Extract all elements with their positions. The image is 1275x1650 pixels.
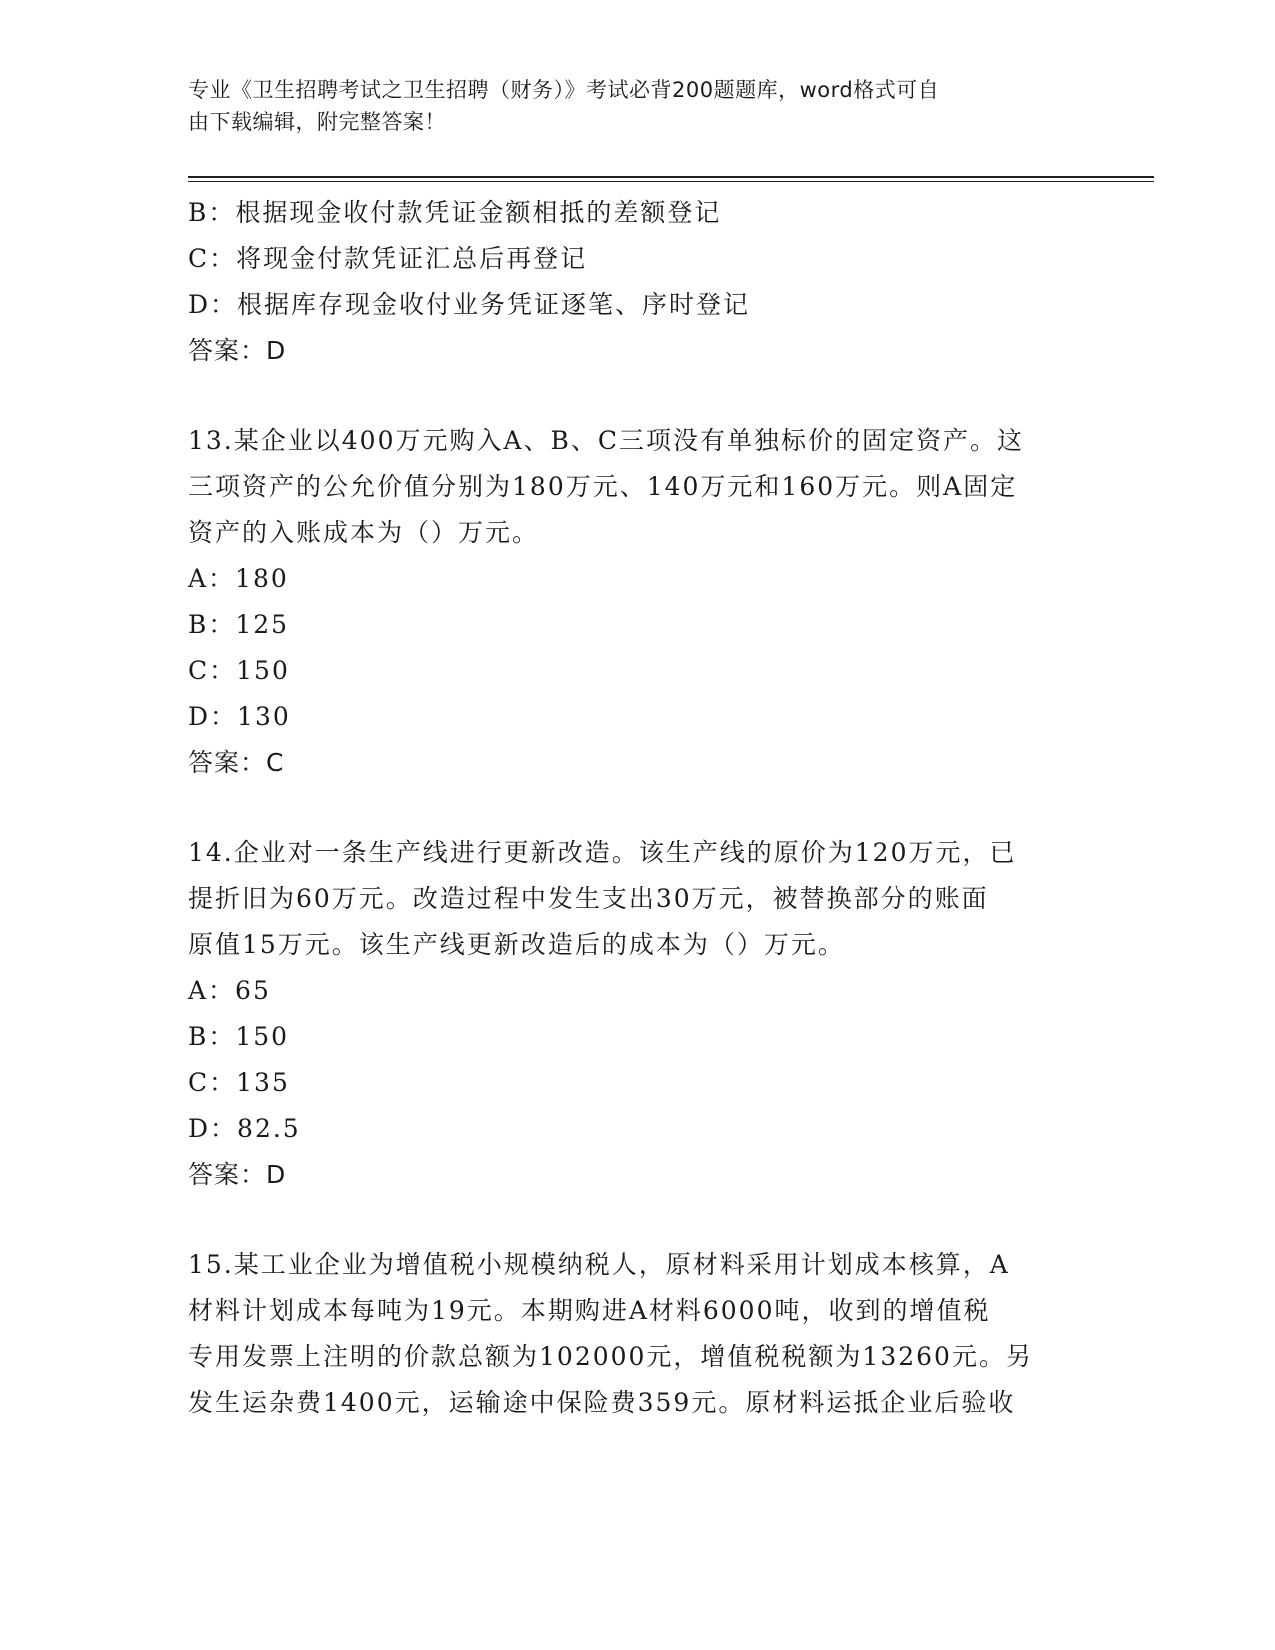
question-14: [188, 830, 1088, 1198]
option-d: D：130: [188, 702, 291, 731]
stem-line: 原值15万元。该生产线更新改造后的成本为（）万元。: [188, 930, 845, 959]
option-b: B：150: [188, 1022, 290, 1051]
option-a: A：180: [188, 564, 289, 593]
header-divider-thick: [188, 176, 1154, 178]
question-15: [188, 1242, 1088, 1426]
spacer: [188, 786, 1088, 830]
stem-line: 提折旧为60万元。改造过程中发生支出30万元，被替换部分的账面: [188, 884, 989, 913]
stem-line: 14.企业对一条生产线进行更新改造。该生产线的原价为120万元，已: [188, 838, 1017, 867]
answer-line: 答案：C: [188, 748, 285, 777]
prev-question-block: [188, 190, 1088, 374]
option-c: C：150: [188, 656, 290, 685]
spacer: [188, 374, 1088, 418]
question-stem: [188, 418, 1088, 556]
stem-line: 发生运杂费1400元，运输途中保险费359元。原材料运抵企业后验收: [188, 1388, 1016, 1417]
header-divider-thin: [188, 181, 1154, 182]
option-b: B：根据现金收付款凭证金额相抵的差额登记: [188, 198, 722, 227]
option-b: B：125: [188, 610, 290, 639]
question-stem: [188, 830, 1088, 968]
stem-line: 资产的入账成本为（）万元。: [188, 518, 540, 547]
header-line-2: 由下载编辑，附完整答案！: [188, 110, 446, 134]
answer-line: 答案：D: [188, 336, 287, 365]
question-stem: [188, 1242, 1088, 1426]
spacer: [188, 1198, 1088, 1242]
stem-line: 13.某企业以400万元购入A、B、C三项没有单独标价的固定资产。这: [188, 426, 1025, 455]
option-c: C：将现金付款凭证汇总后再登记: [188, 244, 588, 273]
answer-line: 答案：D: [188, 1160, 287, 1189]
option-c: C：135: [188, 1068, 290, 1097]
option-d: D：82.5: [188, 1114, 301, 1143]
stem-line: 材料计划成本每吨为19元。本期购进A材料6000吨，收到的增值税: [188, 1296, 991, 1325]
stem-line: 15.某工业企业为增值税小规模纳税人，原材料采用计划成本核算，A: [188, 1250, 1010, 1279]
option-d: D：根据库存现金收付业务凭证逐笔、序时登记: [188, 290, 751, 319]
document-header: [188, 74, 1068, 138]
stem-line: 三项资产的公允价值分别为180万元、140万元和160万元。则A固定: [188, 472, 1018, 501]
header-line-1: 专业《卫生招聘考试之卫生招聘（财务）》考试必背200题题库，word格式可自: [188, 78, 940, 102]
question-content: [188, 190, 1088, 1426]
stem-line: 专用发票上注明的价款总额为102000元，增值税税额为13260元。另: [188, 1342, 1033, 1371]
option-a: A：65: [188, 976, 271, 1005]
question-13: [188, 418, 1088, 786]
